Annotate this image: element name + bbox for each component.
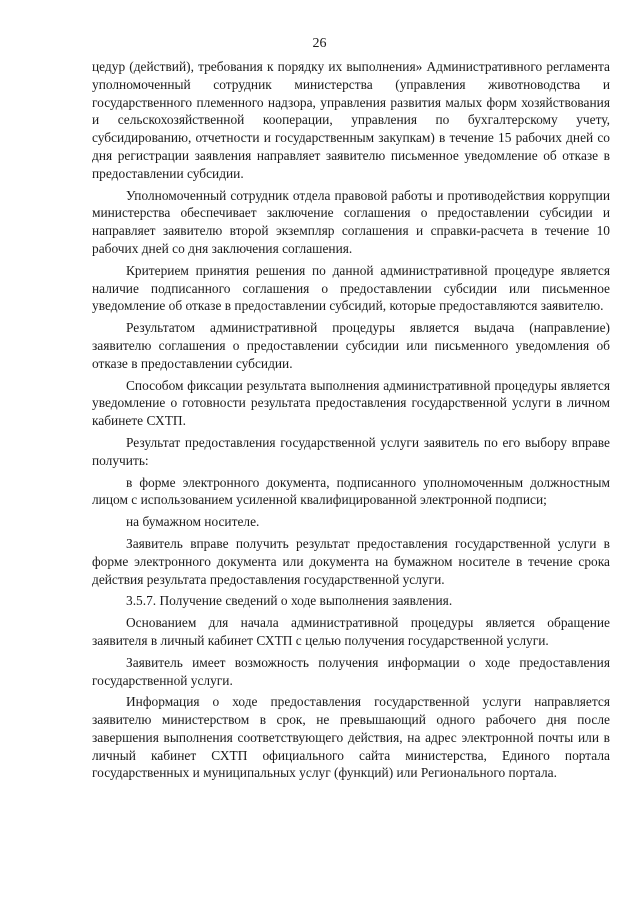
paragraph: Результат предоставления государственной услуги заявитель по его выбору вправе получить:: [92, 434, 610, 468]
paragraph: Заявитель имеет возможность получения информации о ходе предоставления государственной услуги.: [92, 654, 610, 688]
page-number: 26: [312, 36, 327, 51]
section-heading: 3.5.7. Получение сведений о ходе выполнения заявления.: [126, 593, 453, 609]
list-item: на бумажном носителе.: [126, 514, 260, 530]
paragraph: Результатом административной процедуры является выдача (направление) заявителю соглашения о предоставлении субсидии или письменного уведомления об отказе в предоставлении субсидии.: [92, 320, 610, 371]
list-item: в форме электронного документа, подписанного уполномоченным должностным лицом с использованием усиленной квалифицированной электронной подписи;: [92, 474, 610, 508]
paragraph: Критерием принятия решения по данной административной процедуре является наличие подписанного соглашения о предоставлении субсидии или письменное уведомление об отказе в предоставлении субсидий, которые предоставляются заявителю.: [92, 262, 610, 314]
paragraph: Заявитель вправе получить результат предоставления государственной услуги в форме электронного документа или документа на бумажном носителе в течение срока действия результата предоставления государственной услуги.: [92, 535, 610, 587]
paragraph: Способом фиксации результата выполнения административной процедуры является уведомление о готовности результата предоставления государственной услуги в личном кабинете СХТП.: [92, 377, 610, 429]
paragraph-continued: цедур (действий), требования к порядку их выполнения» Административного регламента уполномоченный сотрудник министерства (управления животноводства и государственного племенного надзора, управления развития малых форм хозяйствования и сельскохозяйственной кооперации, управления по бухгалтерскому учету, субсидированию, отчетности и государственным закупкам) в течение 15 рабочих дней со дня регистрации заявления направляет заявителю письменное уведомление об отказе в предоставлении субсидии.: [92, 59, 610, 181]
paragraph: Уполномоченный сотрудник отдела правовой работы и противодействия коррупции министерства обеспечивает заключение соглашения о предоставлении субсидии и направляет заявителю второй экземпляр соглашения и справки-расчета в течение 10 рабочих дней со дня заключения соглашения.: [92, 187, 610, 256]
body-text: [92, 58, 610, 786]
paragraph: Основанием для начала административной процедуры является обращение заявителя в личный кабинет СХТП с целью получения государственной услуги.: [92, 615, 610, 648]
paragraph: Информация о ходе предоставления государственной услуги направляется заявителю министерством в срок, не превышающий одного рабочего дня после завершения выполнения соответствующего действия, на адрес электронной почты или в личный кабинет СХТП официального сайта министерства, Единого портала государственных и муниципальных услуг (функций) или Регионального портала.: [92, 694, 610, 781]
